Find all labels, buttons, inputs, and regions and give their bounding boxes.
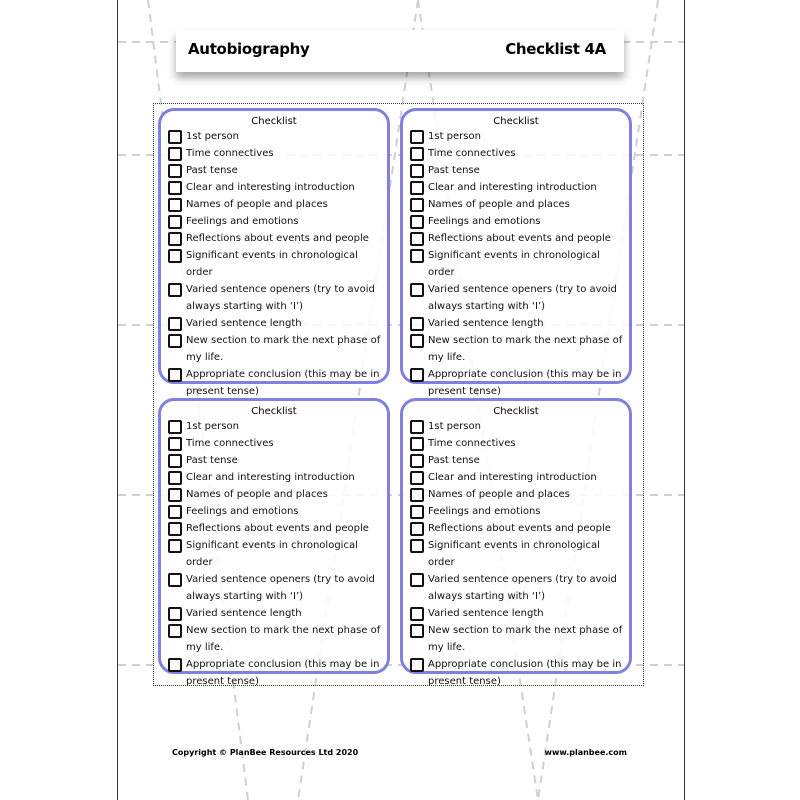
checklist-item: [168, 418, 387, 435]
website-link: www.planbee.com: [544, 748, 627, 757]
checklist-item: [168, 537, 387, 571]
checklist-item-label: Reflections about events and people: [428, 233, 611, 244]
checklist-item-label: Varied sentence length: [186, 608, 302, 619]
checklist-item: [410, 332, 629, 366]
checkbox[interactable]: [410, 164, 424, 178]
checklist-item: [410, 179, 629, 196]
checkbox[interactable]: [168, 454, 182, 468]
checklist-item: [168, 503, 387, 520]
checklist-item: [410, 656, 629, 690]
checklist-item-label: Time connectives: [428, 438, 516, 449]
checkbox[interactable]: [410, 658, 424, 672]
checklist-item-label: Varied sentence openers (try to avoid always starting with ‘I’): [186, 284, 375, 312]
worksheet-code: Checklist 4A: [505, 40, 606, 58]
checklist-item: [168, 332, 387, 366]
checklist-item-label: Feelings and emotions: [428, 216, 541, 227]
checklist-item: [410, 247, 629, 281]
checklist-item-label: Reflections about events and people: [186, 523, 369, 534]
checkbox[interactable]: [168, 249, 182, 263]
checkbox[interactable]: [410, 437, 424, 451]
checklist-item-label: New section to mark the next phase of my life.: [428, 335, 623, 363]
checklist-item: [168, 571, 387, 605]
checkbox[interactable]: [410, 539, 424, 553]
checklist-item: [168, 128, 387, 145]
copyright-text: Copyright © PlanBee Resources Ltd 2020: [172, 748, 359, 757]
checklist-item: [410, 281, 629, 315]
checklist-item: [168, 656, 387, 690]
checkbox[interactable]: [410, 215, 424, 229]
checklist-card: [400, 398, 632, 687]
checklist-item-label: Appropriate conclusion (this may be in present tense): [428, 369, 622, 397]
checklist-item: [410, 486, 629, 503]
checklist-item: [410, 571, 629, 605]
checkbox[interactable]: [410, 454, 424, 468]
checkbox[interactable]: [410, 607, 424, 621]
checklist-items: [161, 128, 387, 400]
checklist-item: [168, 605, 387, 622]
checklist-item: [168, 366, 387, 400]
checkbox[interactable]: [168, 232, 182, 246]
checklist-item: [410, 469, 629, 486]
checklist-item: [410, 162, 629, 179]
checkbox[interactable]: [410, 283, 424, 297]
checkbox[interactable]: [168, 573, 182, 587]
checklist-item-label: Appropriate conclusion (this may be in present tense): [186, 369, 380, 397]
checklist-item-label: Time connectives: [186, 148, 274, 159]
checklist-item-label: Significant events in chronological order: [186, 250, 358, 278]
checkbox[interactable]: [168, 607, 182, 621]
checklist-item-label: Feelings and emotions: [186, 216, 299, 227]
checklist-item-label: Varied sentence length: [428, 318, 544, 329]
checklist-item-label: Varied sentence length: [186, 318, 302, 329]
checklist-title: Checklist: [493, 406, 539, 417]
checklist-title: Checklist: [493, 116, 539, 127]
checkbox[interactable]: [168, 317, 182, 331]
checkbox[interactable]: [410, 505, 424, 519]
checklist-item: [410, 230, 629, 247]
checklist-item: [410, 622, 629, 656]
checklist-item-label: Clear and interesting introduction: [428, 472, 597, 483]
checklist-item-label: Feelings and emotions: [428, 506, 541, 517]
checkbox[interactable]: [410, 317, 424, 331]
checklist-item-label: Varied sentence length: [428, 608, 544, 619]
checkbox[interactable]: [168, 420, 182, 434]
checkbox[interactable]: [168, 283, 182, 297]
checklist-item-label: New section to mark the next phase of my life.: [186, 335, 381, 363]
checklist-item-label: Significant events in chronological order: [428, 250, 600, 278]
checklist-item-label: Appropriate conclusion (this may be in present tense): [428, 659, 622, 687]
checklist-item: [168, 247, 387, 281]
checkbox[interactable]: [410, 522, 424, 536]
checklist-item-label: 1st person: [428, 131, 481, 142]
checklist-item: [168, 520, 387, 537]
checklist-item: [410, 315, 629, 332]
checklist-item: [410, 605, 629, 622]
checklist-item: [168, 196, 387, 213]
checklist-item-label: Reflections about events and people: [186, 233, 369, 244]
checklist-item: [410, 503, 629, 520]
checklist-item-label: Clear and interesting introduction: [428, 182, 597, 193]
checkbox[interactable]: [410, 249, 424, 263]
checkbox[interactable]: [168, 437, 182, 451]
checkbox[interactable]: [168, 130, 182, 144]
checklist-item-label: Significant events in chronological order: [428, 540, 600, 568]
checklist-item-label: Past tense: [428, 165, 480, 176]
checkbox[interactable]: [410, 181, 424, 195]
checkbox[interactable]: [410, 232, 424, 246]
checkbox[interactable]: [168, 215, 182, 229]
checklist-item-label: 1st person: [186, 131, 239, 142]
checkbox[interactable]: [168, 368, 182, 382]
checklist-item-label: Past tense: [186, 165, 238, 176]
checklist-item: [410, 520, 629, 537]
checkbox[interactable]: [168, 198, 182, 212]
checklist-item: [168, 452, 387, 469]
checklist-item-label: Names of people and places: [428, 199, 570, 210]
checkbox[interactable]: [410, 471, 424, 485]
checklist-item: [168, 435, 387, 452]
checklist-title: Checklist: [251, 116, 297, 127]
checklist-item: [168, 315, 387, 332]
checklist-item: [410, 213, 629, 230]
checklist-items: [161, 418, 387, 690]
checklist-item: [168, 145, 387, 162]
checklist-item-label: Clear and interesting introduction: [186, 182, 355, 193]
checkbox[interactable]: [168, 471, 182, 485]
checklist-item-label: Time connectives: [186, 438, 274, 449]
checklist-item: [168, 469, 387, 486]
checkbox[interactable]: [168, 539, 182, 553]
checkbox[interactable]: [168, 505, 182, 519]
checklist-item: [410, 435, 629, 452]
checklist-item: [410, 145, 629, 162]
checkbox[interactable]: [168, 488, 182, 502]
checklist-item-label: Past tense: [186, 455, 238, 466]
checkbox[interactable]: [168, 522, 182, 536]
checklist-item: [410, 128, 629, 145]
checklist-item-label: Names of people and places: [428, 489, 570, 500]
checklist-item: [168, 162, 387, 179]
checkbox[interactable]: [410, 198, 424, 212]
checklist-item: [168, 281, 387, 315]
checklist-item: [168, 179, 387, 196]
checkbox[interactable]: [410, 368, 424, 382]
checklist-item-label: Varied sentence openers (try to avoid always starting with ‘I’): [428, 284, 617, 312]
checklist-item-label: New section to mark the next phase of my life.: [186, 625, 381, 653]
checklist-item: [410, 452, 629, 469]
checklist-items: [403, 418, 629, 690]
checklist-item-label: Past tense: [428, 455, 480, 466]
checklist-item-label: Appropriate conclusion (this may be in present tense): [186, 659, 380, 687]
checklist-item: [410, 537, 629, 571]
checklist-item-label: 1st person: [186, 421, 239, 432]
checkbox[interactable]: [168, 658, 182, 672]
checkbox[interactable]: [168, 334, 182, 348]
checklist-item-label: 1st person: [428, 421, 481, 432]
checkbox[interactable]: [168, 181, 182, 195]
checkbox[interactable]: [168, 624, 182, 638]
checklist-card: [158, 108, 390, 397]
checkbox[interactable]: [410, 624, 424, 638]
checkbox[interactable]: [410, 334, 424, 348]
checklist-item-label: Names of people and places: [186, 489, 328, 500]
checklist-item: [410, 196, 629, 213]
checklist-card: [158, 398, 390, 687]
checklist-item: [168, 230, 387, 247]
checkbox[interactable]: [410, 130, 424, 144]
worksheet-title: Autobiography: [188, 40, 310, 58]
checklist-item-label: Clear and interesting introduction: [186, 472, 355, 483]
checklist-card: [400, 108, 632, 397]
checklist-item-label: New section to mark the next phase of my life.: [428, 625, 623, 653]
checklist-item: [168, 622, 387, 656]
checklist-items: [403, 128, 629, 400]
checkbox[interactable]: [410, 420, 424, 434]
checklist-item-label: Reflections about events and people: [428, 523, 611, 534]
checklist-item-label: Time connectives: [428, 148, 516, 159]
checklist-item-label: Varied sentence openers (try to avoid always starting with ‘I’): [186, 574, 375, 602]
checkbox[interactable]: [410, 147, 424, 161]
checkbox[interactable]: [410, 573, 424, 587]
checklist-item: [410, 418, 629, 435]
checklist-item-label: Significant events in chronological order: [186, 540, 358, 568]
checkbox[interactable]: [168, 164, 182, 178]
checklist-item: [410, 366, 629, 400]
checklist-item: [168, 486, 387, 503]
page-header: [176, 30, 624, 72]
checklist-item: [168, 213, 387, 230]
checkbox[interactable]: [410, 488, 424, 502]
checklist-item-label: Names of people and places: [186, 199, 328, 210]
checklist-item-label: Varied sentence openers (try to avoid always starting with ‘I’): [428, 574, 617, 602]
checklist-item-label: Feelings and emotions: [186, 506, 299, 517]
checkbox[interactable]: [168, 147, 182, 161]
checklist-title: Checklist: [251, 406, 297, 417]
